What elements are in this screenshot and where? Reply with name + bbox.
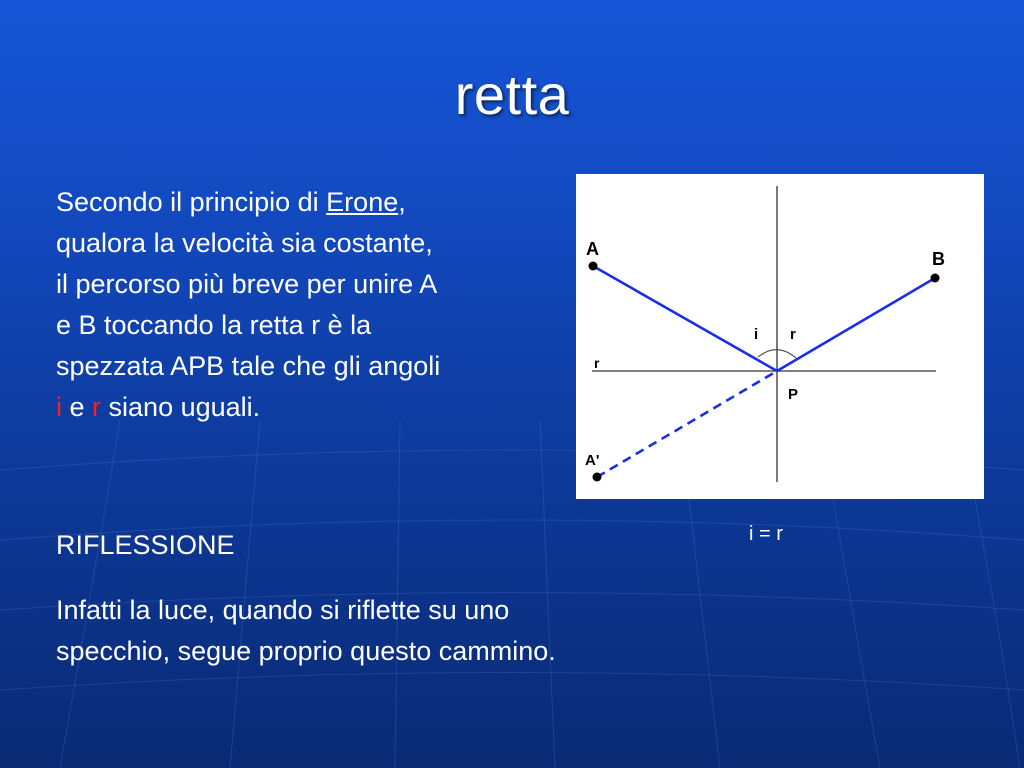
point-A	[589, 262, 598, 271]
text-segment: Secondo il principio di	[56, 187, 327, 217]
text-segment: siano uguali.	[101, 392, 261, 422]
paragraph-line-4: e B toccando la retta r è la	[56, 310, 372, 340]
paragraph-line-2: specchio, segue proprio questo cammino.	[56, 636, 556, 666]
paragraph-line-2: qualora la velocità sia costante,	[56, 228, 433, 258]
slide-title: retta	[454, 63, 570, 126]
reflection-paragraph	[56, 590, 756, 672]
point-B	[931, 274, 940, 283]
path-AP	[593, 266, 777, 371]
label-angle-i: i	[754, 326, 759, 343]
label-r-line: r	[594, 355, 600, 371]
equation-i-equals-r: i = r	[749, 523, 783, 545]
paragraph-line-5: spezzata APB tale che gli angoli	[56, 351, 441, 381]
erone-link[interactable]: Erone	[326, 187, 399, 217]
paragraph-line-6	[56, 387, 556, 428]
label-A: A	[586, 239, 599, 259]
point-A-prime	[593, 473, 602, 482]
text-segment: ,	[398, 187, 406, 217]
path-PB	[777, 278, 935, 371]
label-P: P	[788, 386, 799, 403]
path-A-prime-P	[597, 371, 777, 477]
label-angle-r: r	[790, 326, 796, 343]
label-B: B	[932, 249, 945, 269]
section-heading: RIFLESSIONE	[56, 530, 235, 560]
paragraph-line-1	[56, 182, 556, 223]
paragraph-line-1: Infatti la luce, quando si riflette su uno	[56, 595, 510, 625]
angle-i-text: i	[56, 392, 62, 422]
label-A-prime: A'	[585, 452, 600, 469]
diagram-svg	[576, 174, 984, 499]
text-segment: e	[62, 392, 93, 422]
reflection-diagram	[576, 174, 984, 499]
principle-paragraph	[56, 182, 556, 428]
paragraph-line-3: il percorso più breve per unire A	[56, 269, 438, 299]
angle-r-text: r	[92, 392, 102, 422]
